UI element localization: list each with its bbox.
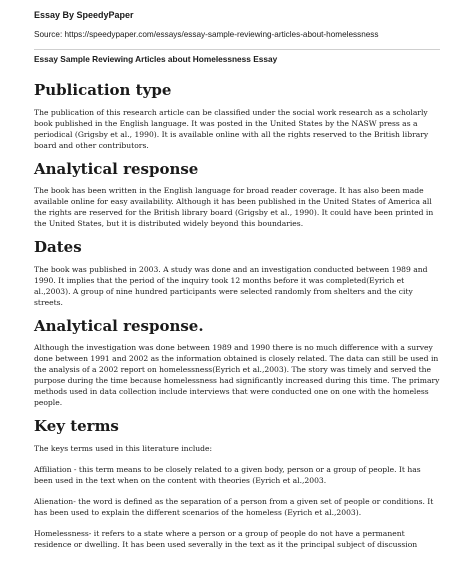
paragraph-dates: The book was published in 2003. A study was done and an investigation conducted between 1989 and 1990. It implies that the period of the inquiry took 12 months before it was completed(Eyrich et al.,2003). A group of nine hundred participants were selected randomly from shelters and the city streets.	[34, 264, 428, 307]
brand-header: Essay By SpeedyPaper	[34, 10, 134, 20]
paragraph-key-terms-intro: The keys terms used in this literature include:	[34, 443, 213, 453]
paragraph-homelessness: Homelessness- it refers to a state where a person or a group of people do not have a permanent residence or dwelling. It has been used severally in the text as it the principal subject of discussion	[34, 528, 418, 549]
paragraph-alienation: Alienation- the word is defined as the separation of a person from a given set of people or conditions. It has been used to explain the different scenarios of the homeless (Eyrich et al.,2003).	[34, 496, 434, 517]
paragraph-analytical-response-2: Although the investigation was done between 1989 and 1990 there is no much difference with a survey done between 1991 and 2002 as the information obtained is closely related. The data can still be used in the analysis of a 2002 report on homelessness(Eyrich et al.,2003). The story was timely and served the purpose during the time because homelessness had significantly increased during this time. The primary methods used in data collection include interviews that were conducted one on one with the homeless people.	[34, 343, 440, 407]
document-title: Essay Sample Reviewing Articles about Homelessness Essay	[34, 54, 278, 64]
section-heading-analytical-response: Analytical response	[34, 159, 199, 178]
section-heading-dates: Dates	[34, 238, 82, 256]
header-divider	[34, 49, 440, 50]
section-heading-analytical-response-2: Analytical response.	[34, 316, 204, 335]
source-line: Source: https://speedypaper.com/essays/essay-sample-reviewing-articles-about-homelessness	[34, 30, 379, 39]
section-heading-publication-type: Publication type	[34, 81, 172, 99]
paragraph-publication-type: The publication of this research article can be classified under the social work research as a scholarly book published in the English language. It was posted in the United States by the NASW press as a periodical (Grigsby et al., 1990). It is available online with all the rights reserved to the British library board and other contributors.	[34, 107, 429, 150]
paragraph-affiliation: Affiliation - this term means to be closely related to a given body, person or a group of people. It has been used in the text when on the content with theories (Eyrich et al.,2003.	[34, 464, 421, 485]
paragraph-analytical-response: The book has been written in the English language for broad reader coverage. It has also been made available online for easy availability. Although it has been published in the United States of America all the rights are reserved for the British library board (Grigsby et al., 1990). It could have been printed in the United States, but it is distributed widely beyond this boundaries.	[34, 186, 434, 228]
section-heading-key-terms: Key terms	[34, 417, 119, 435]
